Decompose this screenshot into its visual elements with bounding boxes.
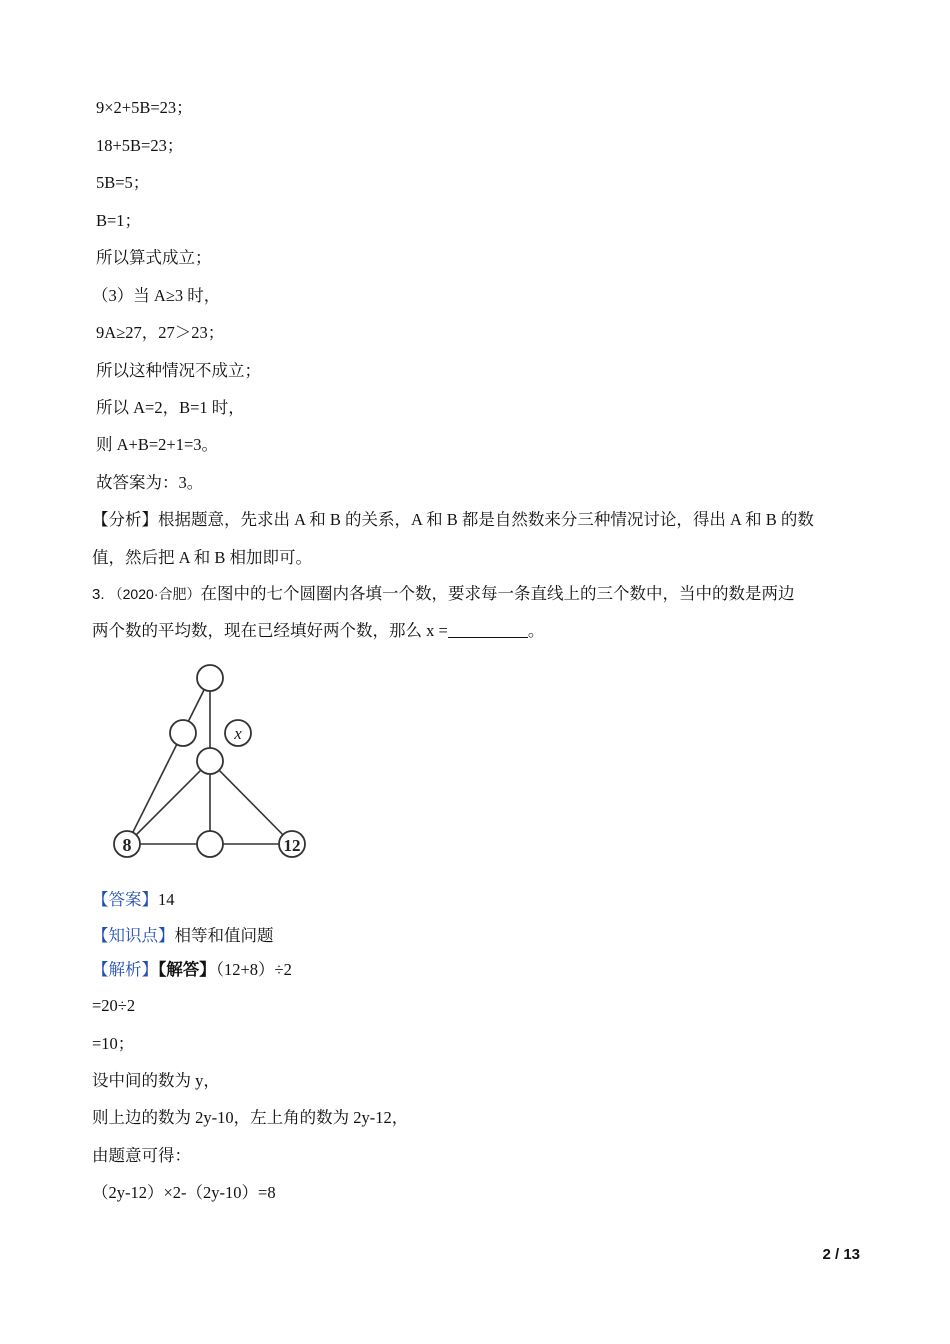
answer-tag: 【答案】 xyxy=(92,890,158,909)
question-text: 在图中的七个圆圈内各填一个数，要求每一条直线上的三个数中，当中的数是两边 xyxy=(200,584,795,603)
answer-value: 14 xyxy=(158,890,175,909)
solution-line: 所以这种情况不成立； xyxy=(96,361,261,380)
left-diagonal-line xyxy=(127,761,210,844)
question-text-2: 两个数的平均数，现在已经填好两个数，那么 x = xyxy=(92,621,448,640)
solution-line: 则 A+B=2+1=3。 xyxy=(96,435,219,454)
solution-tag: 【解析】 xyxy=(92,960,158,979)
solution-line: 5B=5； xyxy=(96,173,150,192)
question-3-line2 xyxy=(92,621,544,641)
solution-first: （12+8）÷2 xyxy=(215,960,292,979)
solution-line: B=1； xyxy=(96,211,142,230)
analysis-text-line2: 值，然后把 A 和 B 相加即可。 xyxy=(92,548,313,567)
solution-line: 故答案为：3。 xyxy=(96,473,204,492)
circle-upper-left[interactable] xyxy=(170,720,196,746)
label-12: 12 xyxy=(283,836,301,855)
page-number: 2 / 13 xyxy=(822,1246,860,1263)
solution-step: =10； xyxy=(92,1034,135,1053)
solution-header-line xyxy=(92,960,292,980)
solution-step: 由题意可得： xyxy=(92,1146,191,1165)
knowledge-value: 相等和值问题 xyxy=(174,926,274,945)
answer-blank[interactable] xyxy=(448,621,528,638)
label-8: 8 xyxy=(122,835,132,855)
solution-line: 9×2+5B=23； xyxy=(96,98,193,117)
solution-step: =20÷2 xyxy=(92,996,136,1015)
analysis-paragraph xyxy=(92,510,814,530)
knowledge-tag: 【知识点】 xyxy=(92,926,175,945)
solution-tag-2: 【解答】 xyxy=(158,960,216,979)
solution-step: 设中间的数为 y， xyxy=(92,1071,220,1090)
label-x: x xyxy=(234,724,242,743)
question-source: （2020·合肥） xyxy=(108,586,201,602)
circle-center[interactable] xyxy=(197,748,223,774)
analysis-tag: 【分析】 xyxy=(92,510,158,529)
knowledge-line xyxy=(92,926,274,946)
right-diagonal-line xyxy=(210,761,292,844)
answer-line xyxy=(92,890,175,910)
solution-line: 所以 A=2，B=1 时， xyxy=(96,398,245,417)
circle-top[interactable] xyxy=(197,665,223,691)
question-3 xyxy=(92,584,794,605)
circle-bottom-middle[interactable] xyxy=(197,831,223,857)
analysis-text: 根据题意，先求出 A 和 B 的关系，A 和 B 都是自然数来分三种情况讨论，得出 A 和 B 的数 xyxy=(158,510,814,529)
solution-line: 所以算式成立； xyxy=(96,248,212,267)
solution-step: 则上边的数为 2y-10，左上角的数为 2y-12， xyxy=(92,1108,409,1127)
question-end: 。 xyxy=(527,621,545,640)
circle-triangle-figure xyxy=(108,660,313,865)
question-number: 3. xyxy=(92,586,105,603)
solution-line: 9A≥27，27＞23； xyxy=(96,323,225,342)
solution-line: 18+5B=23； xyxy=(96,136,184,155)
solution-line: （3）当 A≥3 时， xyxy=(92,286,221,305)
solution-step: （2y-12）×2-（2y-10）=8 xyxy=(92,1183,276,1202)
